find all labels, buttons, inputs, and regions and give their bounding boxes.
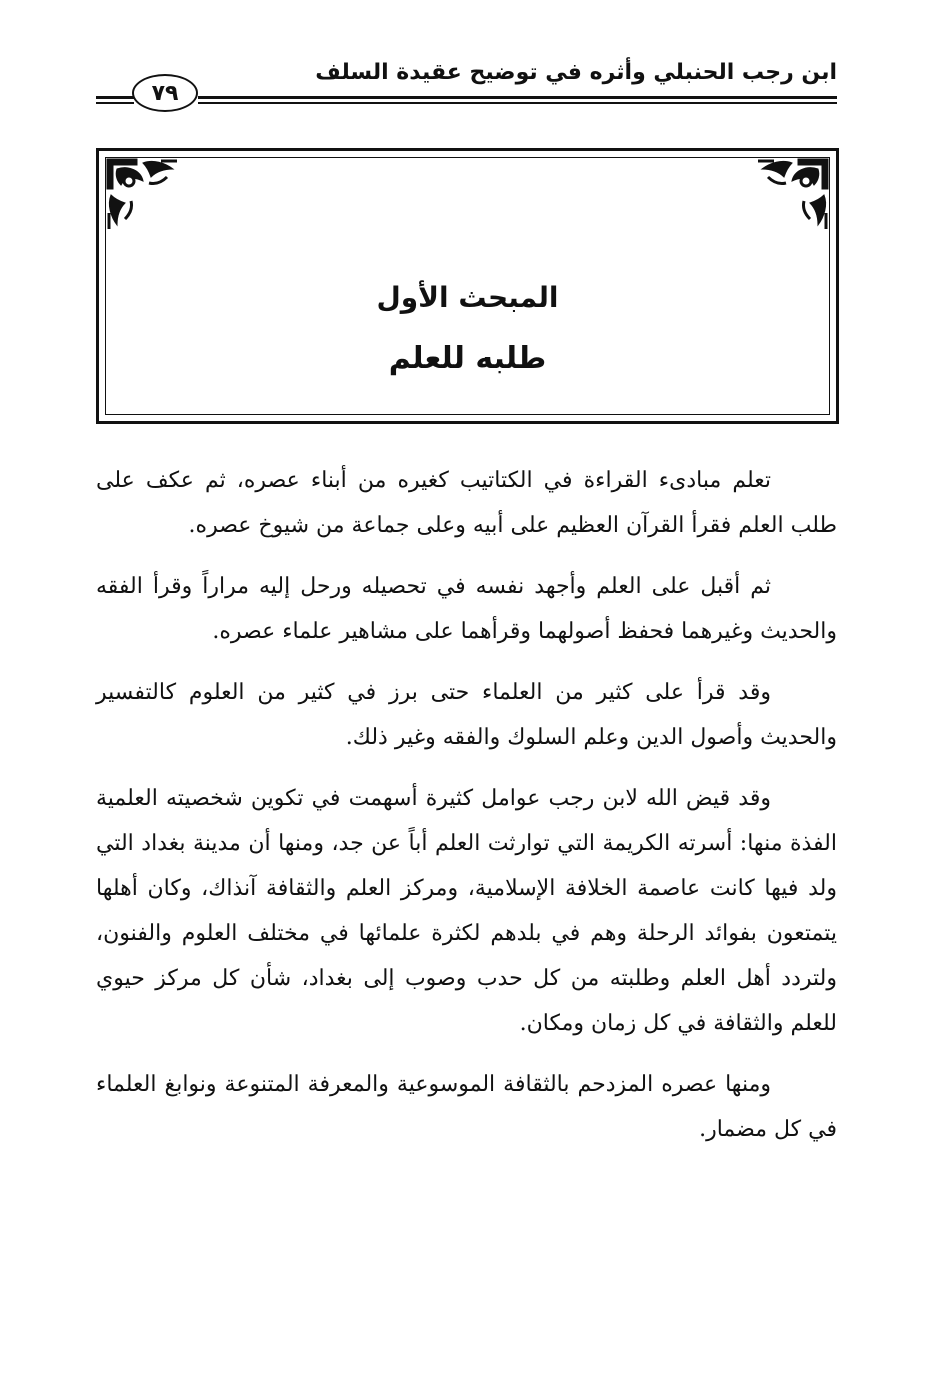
corner-ornament-icon [103, 155, 183, 235]
paragraph: وقد قرأ على كثير من العلماء حتى برز في كثير من العلوم كالتفسير والحديث وأصول الدين وعلم السلوك والفقه وغير ذلك. [96, 680, 837, 750]
header-rule [96, 102, 134, 104]
paragraph: ومنها عصره المزدحم بالثقافة الموسوعية والمعرفة المتنوعة ونوابغ العلماء في كل مضمار. [96, 1072, 837, 1142]
page-header [0, 0, 945, 120]
header-rule [96, 96, 134, 99]
running-title: ابن رجب الحنبلي وأثره في توضيح عقيدة السلف [315, 60, 837, 85]
section-title: المبحث الأول [376, 281, 559, 314]
paragraph: وقد قيض الله لابن رجب عوامل كثيرة أسهمت في تكوين شخصيته العلمية الفذة منها: أسرته الكريمة التي توارثت العلم أباً عن جد، ومنها أن مدينة بغداد التي ولد فيها كانت عاصمة الخلافة الإسلامية، ومركز العلم والثقافة آنذاك، وكان أهلها يتمتعون بفوائد الرحلة وهم في بلدهم لكثرة علمائها في مختلف العلوم والفنون، ولتردد أهل العلم وطلبته من كل حدب وصوب إلى بغداد، شأن كل مركز حيوي للعلم والثقافة في كل زمان ومكان. [96, 786, 837, 1036]
body-text [96, 458, 837, 1168]
paragraph: ثم أقبل على العلم وأجهد نفسه في تحصيله ورحل إليه مراراً وقرأ الفقه والحديث وغيرهما فحفظ أصولهما وقرأهما على مشاهير علماء عصره. [96, 574, 837, 644]
header-rule [198, 96, 837, 99]
paragraph: تعلم مبادىء القراءة في الكتاتيب كغيره من أبناء عصره، ثم عكف على طلب العلم فقرأ القرآن العظيم على أبيه وعلى جماعة من شيوخ عصره. [96, 468, 837, 538]
header-rule [198, 102, 837, 104]
section-title-frame [96, 148, 839, 424]
page-number: ٧٩ [132, 74, 198, 112]
corner-ornament-icon [752, 155, 832, 235]
section-subtitle: طلبه للعلم [388, 341, 547, 376]
